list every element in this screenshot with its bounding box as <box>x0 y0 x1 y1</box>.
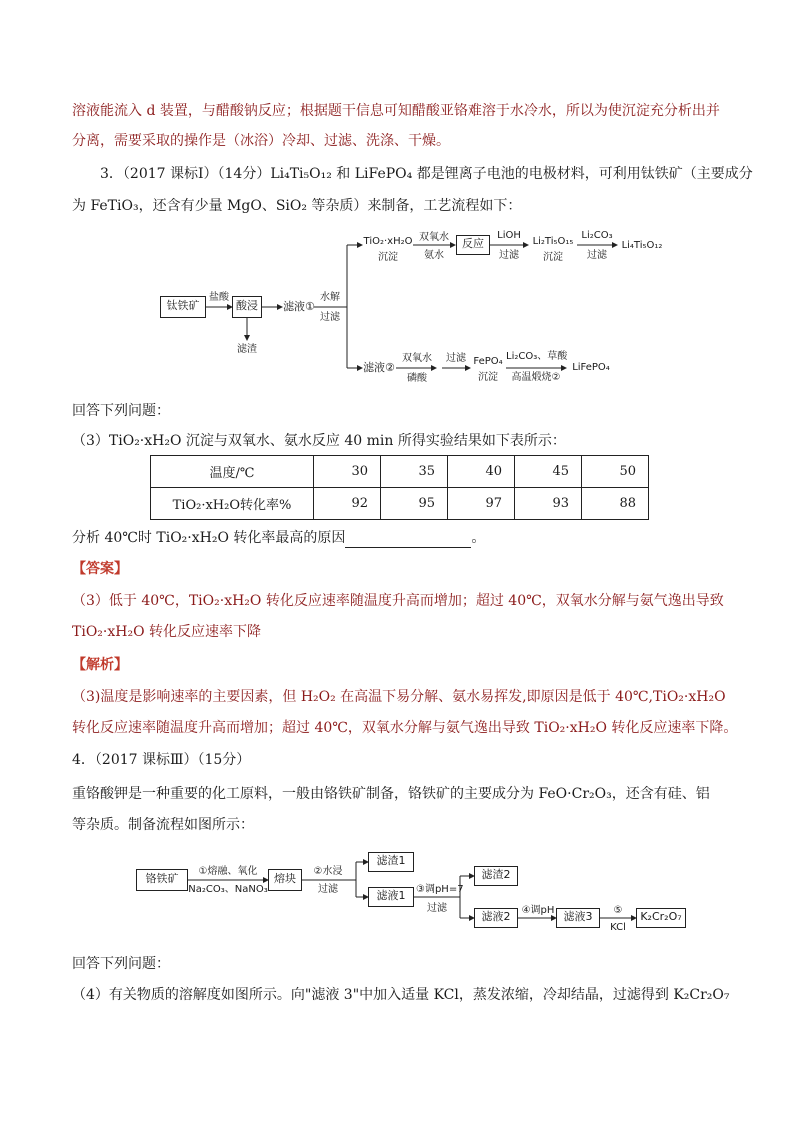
q3-analyze-post: 。 <box>471 530 486 546</box>
q4-box-product: K₂Cr₂O₇ <box>636 908 686 928</box>
intro-line-1: 溶液能流入 d 装置，与醋酸钠反应；根据题干信息可知醋酸亚铬难溶于水冷水，所以为使沉淀充分析出并 <box>72 103 720 119</box>
q3-label-calcine: 高温煅烧② <box>511 372 561 383</box>
q4-sub4: （4）有关物质的溶解度如图所示。向"滤液 3"中加入适量 KCl，蒸发浓缩，冷却结晶，过滤得到 K₂Cr₂O₇ <box>72 987 730 1003</box>
table-cell: 40 <box>448 456 515 488</box>
table-row-label-temp: 温度/℃ <box>151 456 314 488</box>
q4-line-1: 重铬酸钾是一种重要的化工原料，一般由铬铁矿制备，铬铁矿的主要成分为 FeO·Cr₂O₃，还含有硅、铝 <box>72 786 710 802</box>
analysis-header: 【解析】 <box>72 657 128 673</box>
q3-label-filter: 过滤 <box>320 312 340 323</box>
table-cell: 92 <box>314 488 381 520</box>
q4-label-filter2: 过滤 <box>427 903 447 914</box>
table-cell: 93 <box>515 488 582 520</box>
q3-label-lioh: LiOH <box>497 230 521 241</box>
q4-box-filtrate3: 滤液3 <box>556 908 600 928</box>
q3-label-tio2: TiO₂·xH₂O <box>363 236 413 247</box>
q4-box-melt: 熔块 <box>268 869 302 891</box>
table-cell: 35 <box>381 456 448 488</box>
q3-label-hydrolysis: 水解 <box>320 292 340 303</box>
q3-label-filtrate1: 滤液① <box>283 300 315 313</box>
intro-line-2: 分离，需要采取的操作是（冰浴）冷却、过滤、洗涤、干燥。 <box>72 133 450 149</box>
table-cell: 88 <box>582 488 649 520</box>
q4-label-step1: ①熔融、氧化 <box>198 866 258 877</box>
q3-label-acid: 盐酸 <box>209 292 229 303</box>
q4-label-step4: ④调pH <box>521 905 555 916</box>
q4-box-residue1: 滤渣1 <box>368 852 414 872</box>
q3-box-leach: 酸浸 <box>232 296 262 318</box>
table-cell: 30 <box>314 456 381 488</box>
q4-box-residue2: 滤渣2 <box>474 866 518 886</box>
q4-label-filter: 过滤 <box>318 884 338 895</box>
q4-box-filtrate1: 滤液1 <box>368 887 414 907</box>
q4-line-2: 等杂质。制备流程如图所示： <box>72 817 254 833</box>
q3-label-lifepo4: LiFePO₄ <box>572 362 610 373</box>
q3-box-start: 钛铁矿 <box>160 296 206 318</box>
q3-box-react: 反应 <box>456 235 490 255</box>
q4-label-kcl: KCl <box>610 922 626 933</box>
q3-label-precip: 沉淀 <box>378 252 398 263</box>
q3-label-h2o2b: 双氧水 <box>402 353 432 364</box>
q3-label-li2co3: Li₂CO₃ <box>581 230 613 241</box>
table-cell: 97 <box>448 488 515 520</box>
q3-label-li4ti5o12: Li₄Ti₅O₁₂ <box>621 240 663 251</box>
q3-label-filter2: 过滤 <box>499 250 519 261</box>
q4-box-start: 铬铁矿 <box>136 869 188 891</box>
q3-stem-line-1: 3．（2017 课标Ⅰ）（14分）Li₄Ti₅O₁₂ 和 LiFePO₄ 都是锂离子电池的电极材料，可利用钛铁矿（主要成分 <box>100 166 753 182</box>
q4-label-step3: ③调pH=7 <box>416 884 464 895</box>
q4-answer-prompt: 回答下列问题： <box>72 956 170 972</box>
q3-sub3: （3）TiO₂·xH₂O 沉淀与双氧水、氨水反应 40 min 所得实验结果如下表所示： <box>72 433 566 449</box>
q3-analyze-pre: 分析 40℃时 TiO₂·xH₂O 转化率最高的原因 <box>72 530 346 546</box>
q4-label-step2: ②水浸 <box>313 866 343 877</box>
table-cell: 95 <box>381 488 448 520</box>
answer-header: 【答案】 <box>72 561 128 577</box>
analysis-line-2: 转化反应速率随温度升高而增加；超过 40℃，双氧水分解与氨气逸出导致 TiO₂·xH₂O 转化反应速率下降。 <box>72 720 738 736</box>
q4-stem: 4．（2017 课标Ⅲ）（15分） <box>72 752 251 768</box>
answer-line-1: （3）低于 40℃，TiO₂·xH₂O 转化反应速率随温度升高而增加；超过 40℃，双氧水分解与氨气逸出导致 <box>72 593 724 609</box>
q4-label-reagents: Na₂CO₃、NaNO₃ <box>188 884 268 895</box>
analysis-line-1: （3)温度是影响速率的主要因素，但 H₂O₂ 在高温下易分解、氨水易挥发,即原因是低于 40℃,TiO₂·xH₂O <box>72 689 726 705</box>
q3-stem-line-2: 为 FeTiO₃，还含有少量 MgO、SiO₂ 等杂质）来制备，工艺流程如下： <box>72 198 522 214</box>
table-cell: 45 <box>515 456 582 488</box>
q3-label-precip3: 沉淀 <box>478 372 498 383</box>
q3-label-li2co3b: Li₂CO₃、草酸 <box>506 351 568 362</box>
table-cell: 50 <box>582 456 649 488</box>
q3-label-filter3: 过滤 <box>587 250 607 261</box>
q3-label-filter4: 过滤 <box>446 353 466 364</box>
q3-label-precip2: 沉淀 <box>543 252 563 263</box>
q4-box-filtrate2: 滤液2 <box>474 908 518 928</box>
q3-label-fepo4: FePO₄ <box>473 356 503 367</box>
q3-label-residue: 滤渣 <box>237 344 257 355</box>
q3-label-h2o2: 双氧水 <box>419 232 449 243</box>
q3-label-phos: 磷酸 <box>407 373 427 384</box>
q3-label-filtrate2: 滤液② <box>363 361 395 374</box>
q3-label-li2ti5o15: Li₂Ti₅O₁₅ <box>532 236 574 247</box>
q4-label-step5: ⑤ <box>613 905 623 916</box>
q3-label-ammonia: 氨水 <box>424 250 444 261</box>
q3-answer-prompt: 回答下列问题： <box>72 403 170 419</box>
table-row-label-conversion: TiO₂·xH₂O转化率% <box>151 488 314 520</box>
answer-line-2: TiO₂·xH₂O 转化反应速率下降 <box>72 624 261 640</box>
